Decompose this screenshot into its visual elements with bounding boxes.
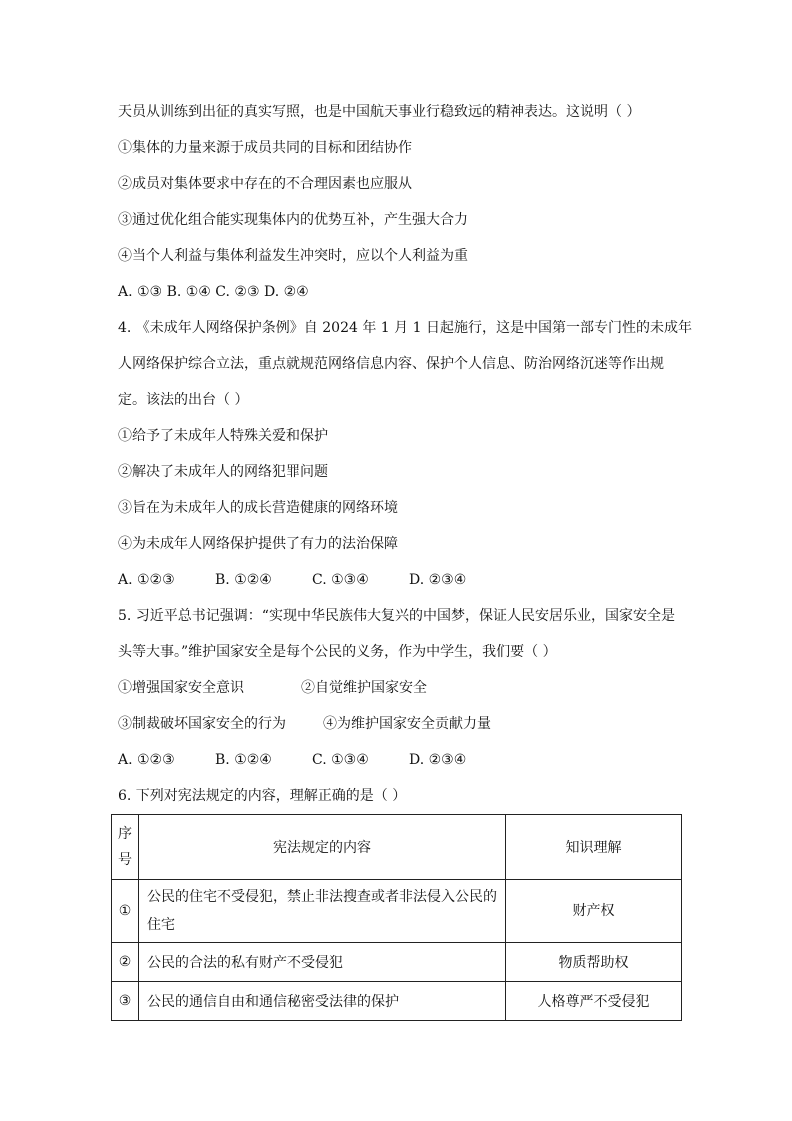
q5-choice-a: A. ①②③ — [118, 752, 175, 768]
q5-option-3: ③制裁破坏国家安全的行为 — [118, 716, 286, 732]
q6-stem: 6. 下列对宪法规定的内容，理解正确的是（ ） — [118, 788, 407, 804]
q5-stem-line-1: 5. 习近平总书记强调：“实现中华民族伟大复兴的中国梦，保证人民安居乐业，国家安全是 — [118, 608, 675, 624]
row-knowledge-cell: 财产权 — [506, 880, 682, 943]
row-number-cell: ① — [112, 880, 139, 943]
q5-choice-d: D. ②③④ — [409, 752, 467, 768]
q3-choices: A. ①③ B. ①④ C. ②③ D. ②④ — [118, 284, 309, 300]
table-header-row — [112, 815, 682, 880]
q4-stem-line-3: 定。该法的出台（ ） — [118, 392, 249, 408]
q3-stem-tail: 天员从训练到出征的真实写照，也是中国航天事业行稳致远的精神表达。这说明（ ） — [118, 104, 641, 120]
constitution-table — [111, 814, 682, 1021]
q4-option-1: ①给予了未成年人特殊关爱和保护 — [118, 428, 328, 444]
q3-option-3: ③通过优化组合能实现集体内的优势互补，产生强大合力 — [118, 212, 468, 228]
q5-stem-line-2: 头等大事。”维护国家安全是每个公民的义务，作为中学生，我们要（ ） — [118, 644, 557, 660]
q5-option-2: ②自觉维护国家安全 — [301, 680, 427, 696]
q4-stem-line-2: 人网络保护综合立法，重点就规范网络信息内容、保护个人信息、防治网络沉迷等作出规 — [118, 356, 664, 372]
q4-option-2: ②解决了未成年人的网络犯罪问题 — [118, 464, 328, 480]
table-row — [112, 982, 682, 1021]
row-knowledge-cell: 人格尊严不受侵犯 — [506, 982, 682, 1021]
table-row — [112, 880, 682, 943]
row-content-line-1: 公民的住宅不受侵犯，禁止非法搜查或者非法侵入公民的 — [147, 889, 497, 905]
q4-option-3: ③旨在为未成年人的成长营造健康的网络环境 — [118, 500, 398, 516]
q4-choice-a: A. ①②③ — [118, 572, 175, 588]
q5-choice-c: C. ①③④ — [312, 752, 369, 768]
q5-choice-b: B. ①②④ — [215, 752, 272, 768]
q5-option-1: ①增强国家安全意识 — [118, 680, 244, 696]
q4-stem-line-1: 4. 《未成年人网络保护条例》自 2024 年 1 月 1 日起施行，这是中国第一部专门性的未成年 — [118, 320, 692, 336]
q4-choice-c: C. ①③④ — [312, 572, 369, 588]
row-content-cell — [139, 880, 506, 943]
q3-option-1: ①集体的力量来源于成员共同的目标和团结协作 — [118, 140, 412, 156]
row-number-cell: ② — [112, 943, 139, 982]
header-knowledge-cell: 知识理解 — [506, 815, 682, 880]
row-content-cell: 公民的通信自由和通信秘密受法律的保护 — [139, 982, 506, 1021]
header-number-line-2: 号 — [118, 852, 132, 868]
header-number-line-1: 序 — [118, 826, 132, 842]
q4-choice-b: B. ①②④ — [215, 572, 272, 588]
q4-option-4: ④为未成年人网络保护提供了有力的法治保障 — [118, 536, 398, 552]
row-knowledge-cell: 物质帮助权 — [506, 943, 682, 982]
q3-option-4: ④当个人利益与集体利益发生冲突时，应以个人利益为重 — [118, 248, 468, 264]
table-row — [112, 943, 682, 982]
q4-choice-d: D. ②③④ — [409, 572, 467, 588]
row-content-line-2: 住宅 — [147, 917, 175, 933]
row-content-cell: 公民的合法的私有财产不受侵犯 — [139, 943, 506, 982]
q5-option-4: ④为维护国家安全贡献力量 — [323, 716, 491, 732]
header-number-cell — [112, 815, 139, 880]
q3-option-2: ②成员对集体要求中存在的不合理因素也应服从 — [118, 176, 412, 192]
header-content-cell: 宪法规定的内容 — [139, 815, 506, 880]
row-number-cell: ③ — [112, 982, 139, 1021]
